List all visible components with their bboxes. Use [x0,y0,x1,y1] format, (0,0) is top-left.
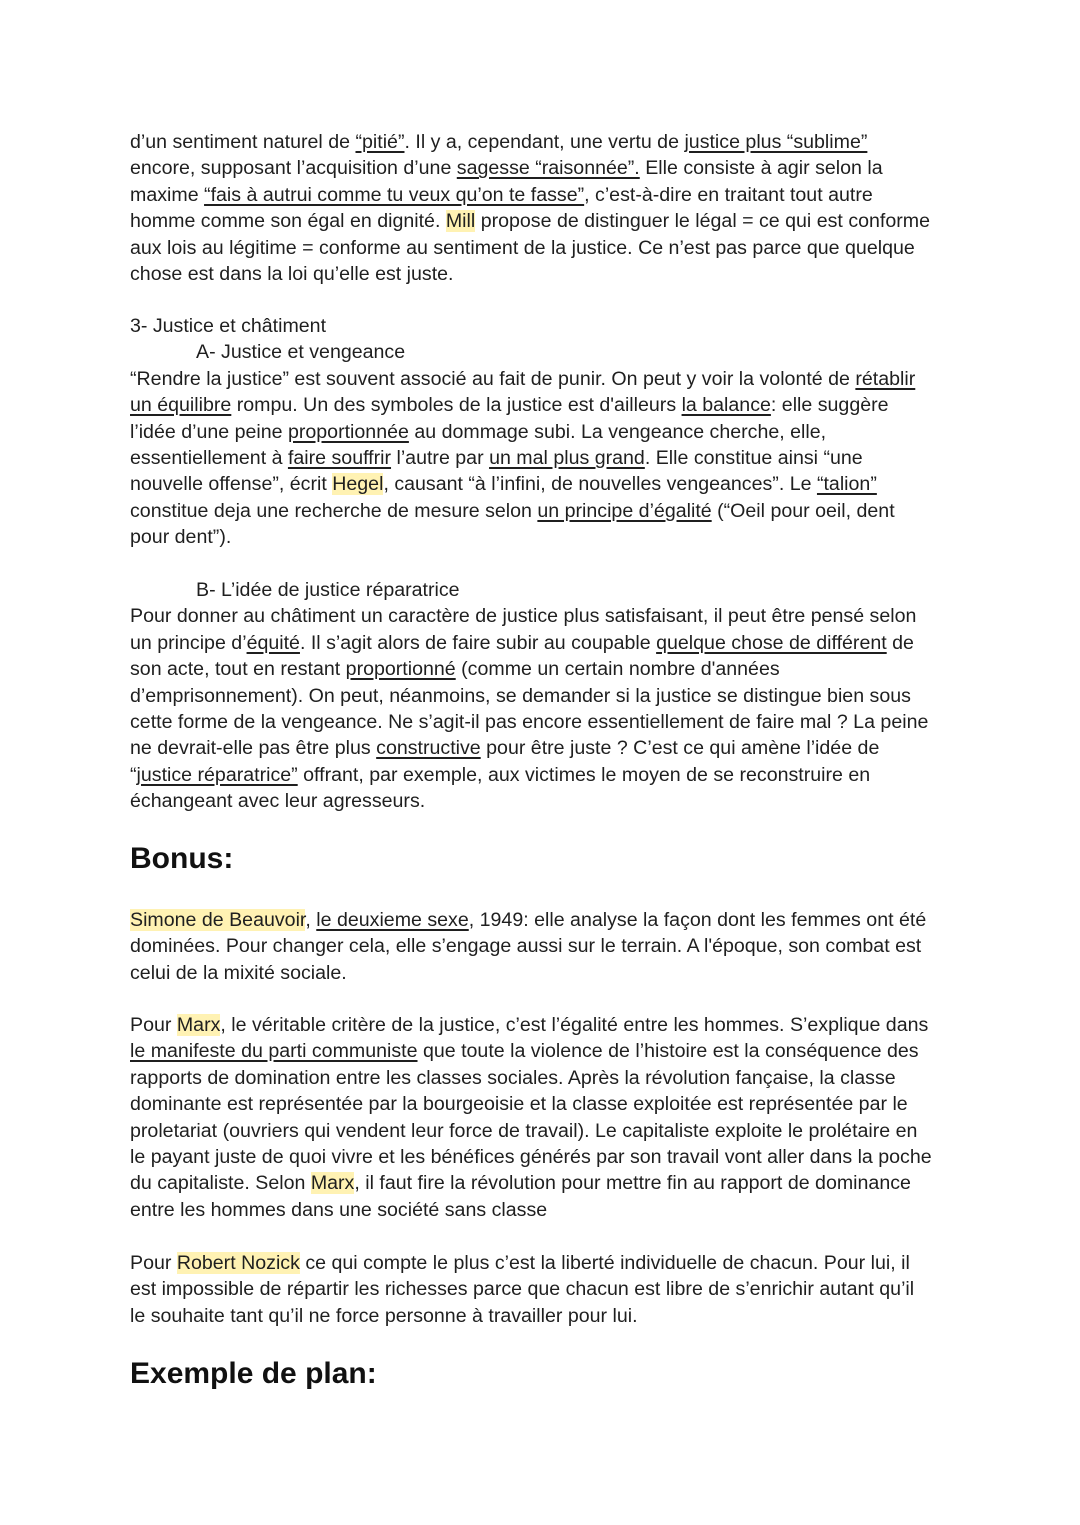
plan-heading: Exemple de plan: [130,1357,377,1390]
text-line: essentiellement à faire souffrir l’autre par un mal plus grand. Elle constitue ainsi “une [130,447,863,470]
text-line: dominées. Pour changer cela, elle s’engage aussi sur le terrain. A l'époque, son combat est [130,935,922,958]
marx-paragraph [130,1012,950,1223]
text-line: chose est dans la loi qu’elle est juste. [130,263,454,286]
text-line: un équilibre rompu. Un des symboles de la justice est d'ailleurs la balance: elle suggère [130,394,889,417]
text-line: ne devrait-elle pas être plus constructive pour être juste ? C’est ce qui amène l’idée de [130,737,880,760]
highlight-hegel: Hegel [332,473,384,496]
intro-paragraph [130,129,950,287]
text-line: aux lois au légitime = conforme au sentiment de la justice. Ce n’est pas parce que quelque [130,236,915,259]
text-line: le payant juste de quoi vivre et les bénéfices générés par son travail vont aller dans la poche [130,1146,932,1169]
text-line: entre les hommes dans une société sans classe [130,1198,548,1221]
text-line: du capitaliste. Selon Marx, il faut fire la révolution pour mettre fin au rapport de dominance [130,1172,911,1195]
highlight-mill: Mill [445,210,476,233]
nozick-paragraph [130,1250,950,1329]
text-line: un principe d’équité. Il s’agit alors de faire subir au coupable quelque chose de différent de [130,631,914,654]
text-line: encore, supposant l’acquisition d’une sagesse “raisonnée”. Elle consiste à agir selon la [130,157,883,180]
section-title: 3- Justice et châtiment [130,315,327,337]
text-line: proletariat (ouvriers qui vendent leur force de travail). Le capitaliste exploite le prolétaire en [130,1119,918,1142]
subsection-title-a: A- Justice et vengeance [196,341,406,364]
subsection-title-b: B- L’idée de justice réparatrice [196,579,460,601]
text-line: maxime “fais à autrui comme tu veux qu’on te fasse”, c’est-à-dire en traitant tout autre [130,183,873,206]
text-line: Pour donner au châtiment un caractère de justice plus satisfaisant, il peut être pensé selon [130,605,917,628]
text-line: Pour Robert Nozick ce qui compte le plus c’est la liberté individuelle de chacun. Pour lui, il [130,1252,910,1274]
section-3b [130,577,950,815]
text-line: son acte, tout en restant proportionné (comme un certain nombre d'années [130,658,780,681]
bonus-heading: Bonus: [130,842,234,875]
text-line: Simone de Beauvoir, le deuxieme sexe, 1949: elle analyse la façon dont les femmes ont été [130,909,927,931]
text-line: rapports de domination entre les classes sociales. Après la révolution fançaise, la classe [130,1066,896,1089]
highlight-nozick: Robert Nozick [176,1252,300,1274]
highlight-beauvoir: Simone de Beauvoir [130,909,306,931]
text-line: dominante est représentée par la bourgeoisie et la classe exploitée est représentée par le [130,1093,908,1116]
text-line: le souhaite tant qu’il ne force personne à travailler pour lui. [130,1304,638,1327]
text-line: d’un sentiment naturel de “pitié”. Il y a, cependant, une vertu de justice plus “sublime” [130,131,868,153]
text-line: “justice réparatrice” offrant, par exemple, aux victimes le moyen de se reconstruire en [130,763,871,786]
text-line: échangeant avec leur agresseurs. [130,790,426,813]
text-line: nouvelle offense”, écrit Hegel, causant “à l’infini, de nouvelles vengeances”. Le “talion” [130,473,877,496]
text-line: constitue deja une recherche de mesure selon un principe d’égalité (“Oeil pour oeil, dent [130,499,895,522]
text-line: est impossible de répartir les richesses parce que chacun est libre de s’enrichir autant qu’il [130,1278,915,1301]
text-line: homme comme son égal en dignité. Mill propose de distinguer le légal = ce qui est conforme [130,210,930,233]
text-line: pour dent”). [130,526,232,549]
highlight-marx: Marx [176,1014,221,1036]
text-line: d’emprisonnement). On peut, néanmoins, se demander si la justice se distingue bien sous [130,684,911,707]
section-3 [130,313,950,551]
text-line: Pour Marx, le véritable critère de la justice, c’est l’égalité entre les hommes. S’explique dans [130,1014,929,1036]
text-line: celui de la mixité sociale. [130,961,347,984]
text-line: l’idée d’une peine proportionnée au dommage subi. La vengeance cherche, elle, [130,420,827,443]
beauvoir-paragraph [130,907,950,986]
text-line: cette forme de la vengeance. Ne s’agit-il pas encore essentiellement de faire mal ? La peine [130,711,929,734]
text-line: “Rendre la justice” est souvent associé au fait de punir. On peut y voir la volonté de rétablir [130,367,916,390]
text-line: le manifeste du parti communiste que toute la violence de l’histoire est la conséquence des [130,1040,919,1063]
highlight-marx: Marx [310,1172,355,1195]
